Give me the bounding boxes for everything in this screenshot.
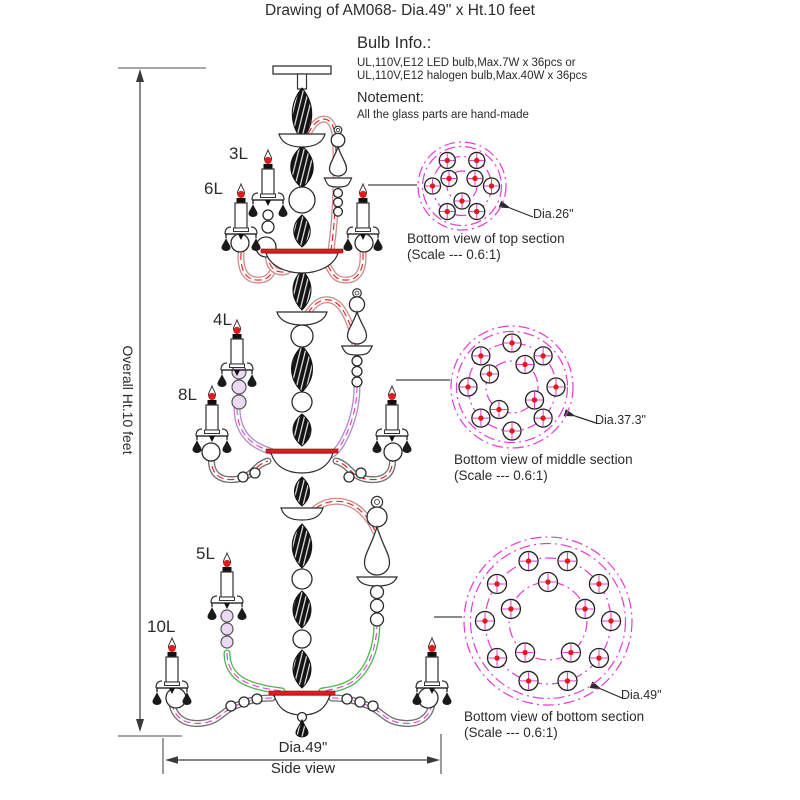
central-column bbox=[277, 88, 327, 688]
bottom-dia-label: Dia.49" bbox=[621, 688, 662, 702]
notement-line: All the glass parts are hand-made bbox=[357, 109, 529, 121]
bottom-view-top-section bbox=[418, 142, 506, 230]
bulb-info-line1: UL,110V,E12 LED bulb,Max.7W x 36pcs or bbox=[357, 57, 576, 69]
chandelier-side-view bbox=[153, 66, 452, 737]
bulb-info-heading: Bulb Info.: bbox=[357, 34, 432, 52]
overall-height-dimension: Overall Ht.10 feet bbox=[120, 345, 136, 455]
middle-view-caption: Bottom view of middle section bbox=[454, 452, 633, 467]
notement-heading: Notement: bbox=[357, 90, 424, 106]
bulb-info-line2: UL,110V,E12 halogen bulb,Max.40W x 36pcs bbox=[357, 70, 588, 82]
glass-vase-ornament bbox=[342, 289, 372, 387]
tier1-outer-label: 6L bbox=[204, 179, 223, 198]
bottom-view-caption: Bottom view of bottom section bbox=[464, 709, 645, 724]
ceiling-mount bbox=[273, 66, 331, 89]
middle-view-scale: (Scale --- 0.6:1) bbox=[454, 468, 548, 483]
drawing-title: Drawing of AM068- Dia.49" x Ht.10 feet bbox=[265, 2, 535, 19]
candle-arm-light bbox=[249, 150, 288, 217]
tier1-inner-label: 3L bbox=[229, 144, 248, 163]
side-view-caption: Side view bbox=[270, 760, 336, 777]
bottom-view-scale: (Scale --- 0.6:1) bbox=[464, 725, 558, 740]
top-view-scale: (Scale --- 0.6:1) bbox=[407, 247, 501, 262]
tier2-outer-label: 8L bbox=[178, 385, 197, 404]
tier3-outer-label: 10L bbox=[147, 617, 176, 636]
bottom-view-middle-section bbox=[451, 326, 573, 448]
bottom-diameter-dimension: Dia.49" bbox=[278, 739, 328, 756]
top-dia-label: Dia.26" bbox=[533, 207, 574, 221]
tier2-inner-label: 4L bbox=[213, 310, 232, 329]
glass-vase-ornament bbox=[324, 126, 351, 216]
top-view-caption: Bottom view of top section bbox=[407, 231, 565, 246]
middle-dia-label: Dia.37.3" bbox=[595, 413, 646, 427]
bottom-view-bottom-section bbox=[464, 537, 632, 705]
tier3-inner-label: 5L bbox=[196, 544, 215, 563]
